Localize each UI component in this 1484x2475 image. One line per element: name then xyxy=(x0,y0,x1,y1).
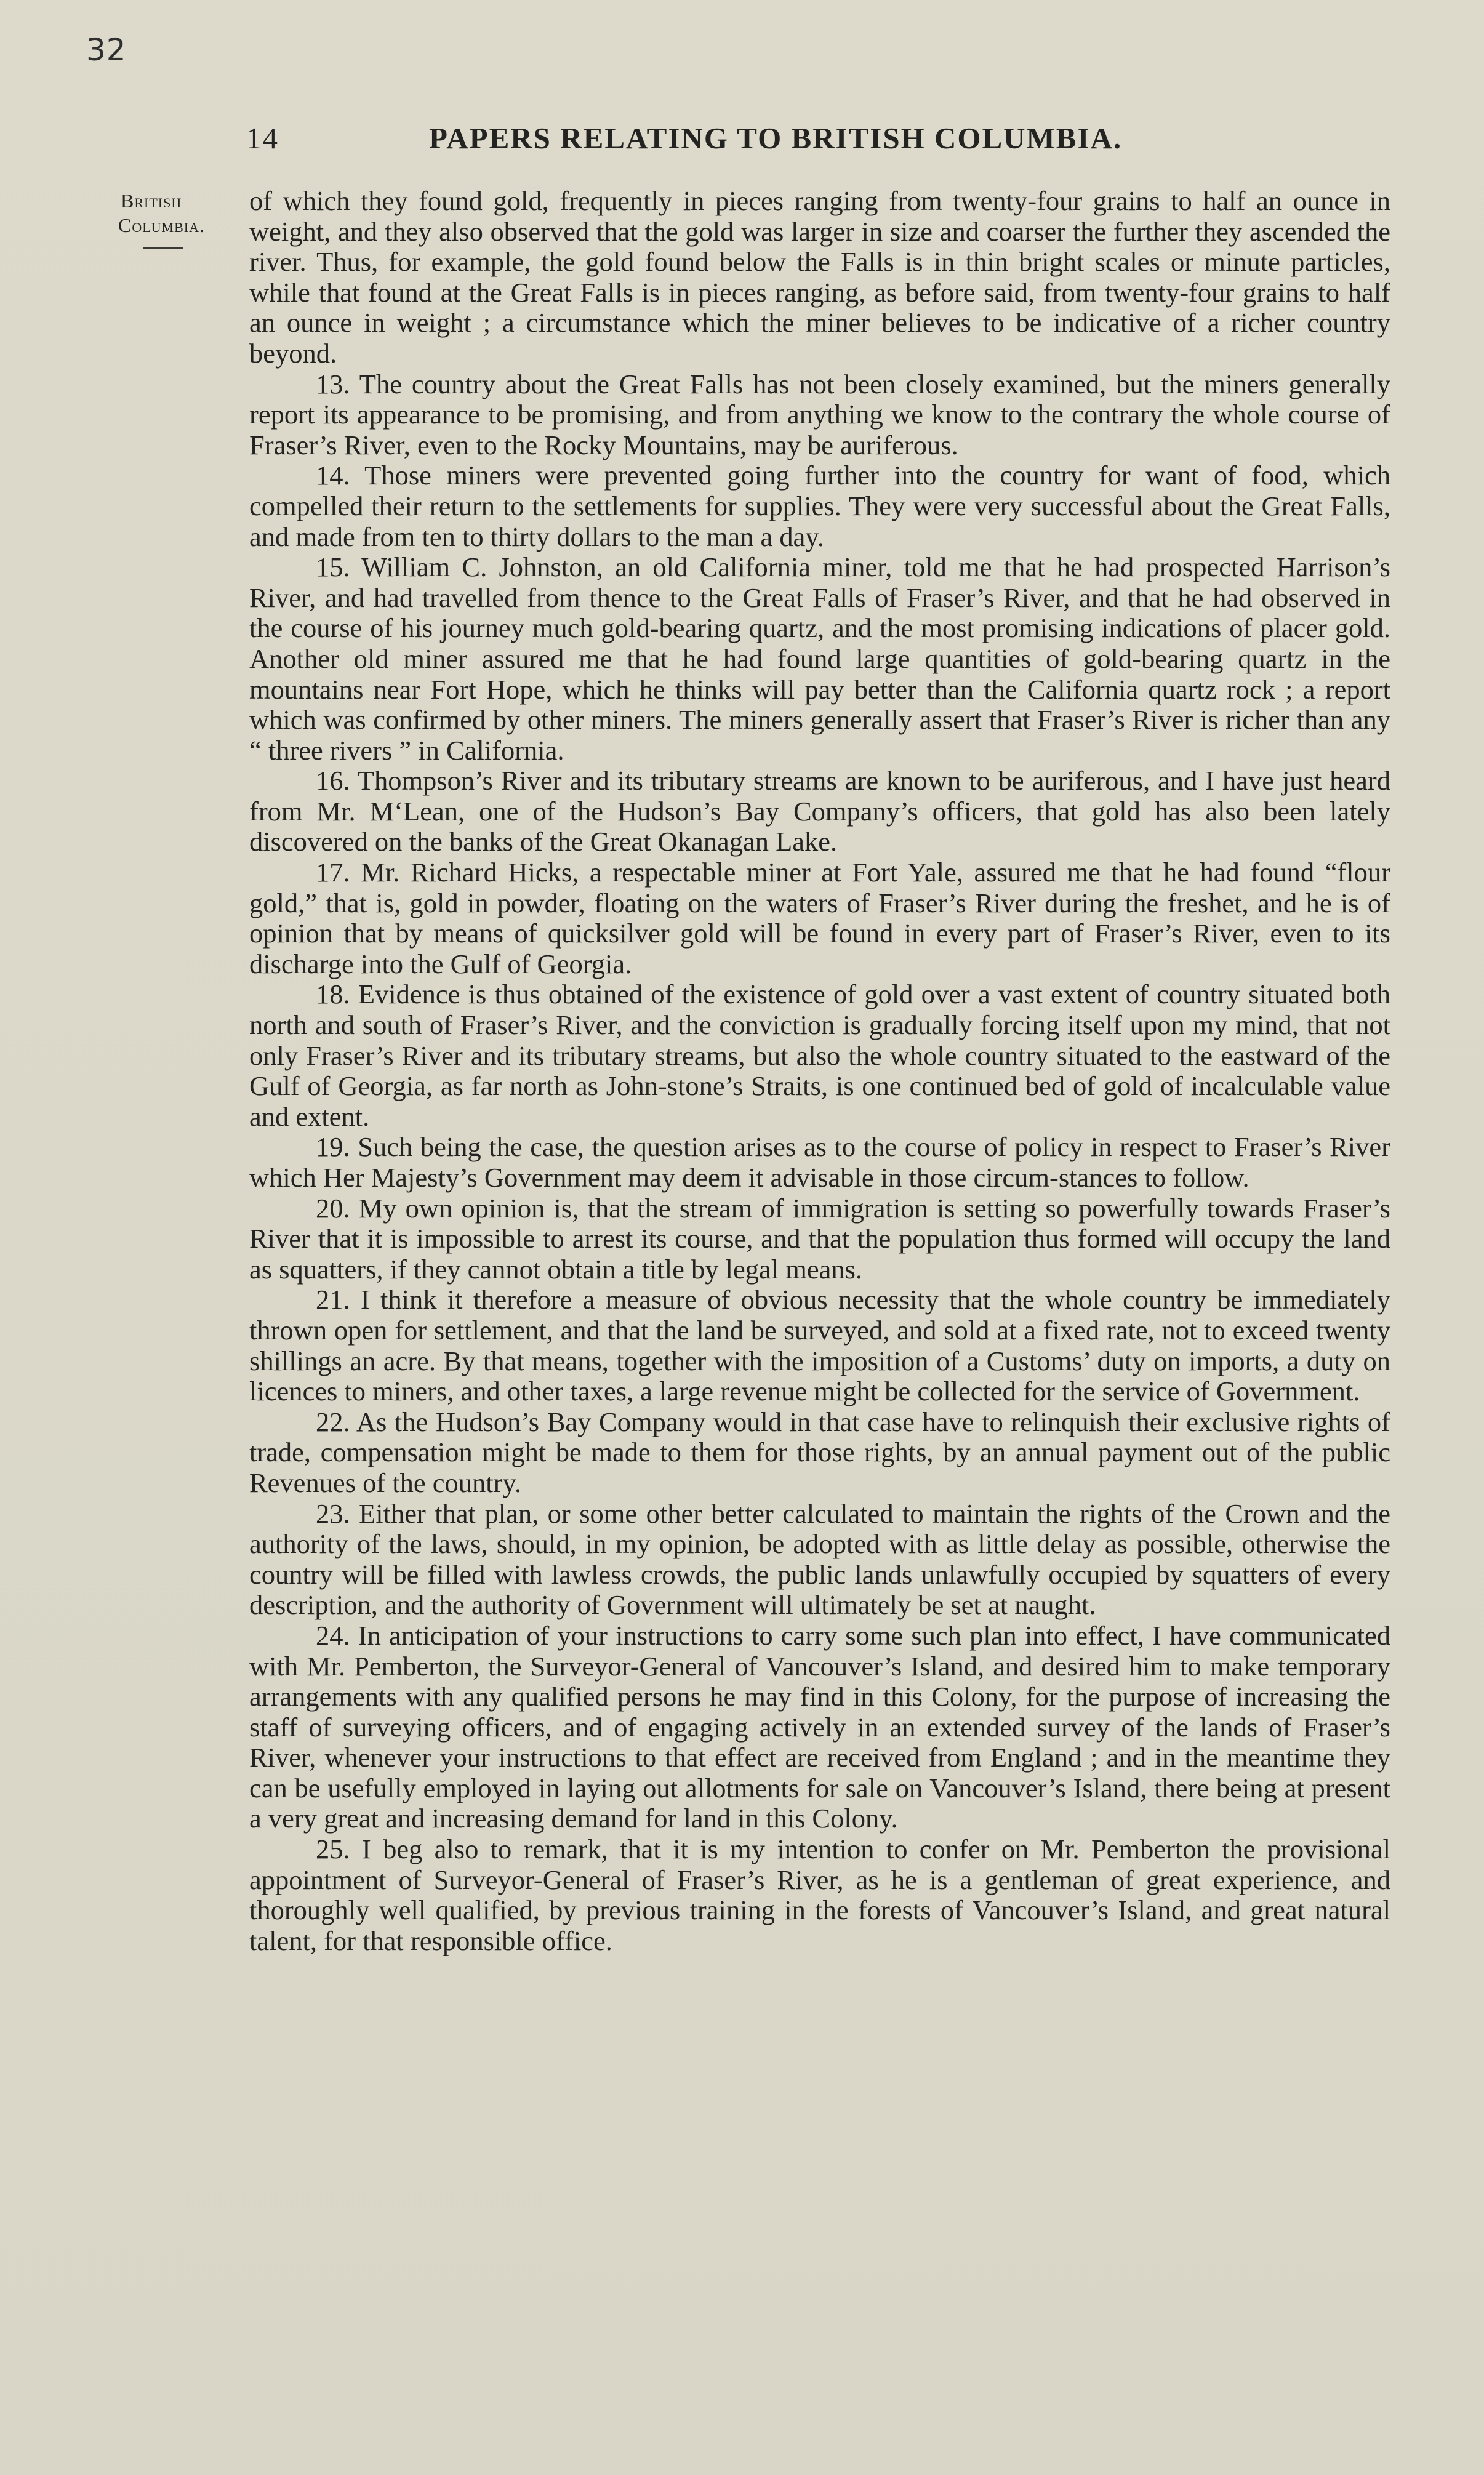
running-head xyxy=(246,121,1219,164)
paragraph-24: 24. In anticipation of your instructions to carry some such plan into effect, I have communicated with Mr. Pemberton, the Surveyor-General of Vancouver’s Island, and desired him to make temporary arrangements with any qualified persons he may find in this Colony, for the purpose of increasing the staff of surveying officers, and of engaging actively in an extended survey of the lands of Fraser’s River, whenever your instructions to that effect are received from England ; and in the meantime they can be usefully employed in laying out allotments for sale on Vancouver’s Island, there being at present a very great and increasing demand for land in this Colony. xyxy=(249,1619,1390,1834)
paragraph-13: 13. The country about the Great Falls has not been closely examined, but the miners generally report its appearance to be promising, and from anything we know to the contrary the whole course of Fraser’s River, even to the Rocky Mountains, may be auriferous. xyxy=(249,368,1390,460)
marginal-rule xyxy=(143,247,183,249)
marginal-note xyxy=(118,188,247,249)
paragraph-22: 22. As the Hudson’s Bay Company would in that case have to relinquish their exclusive rights of trade, compensation might be made to them for those rights, by an annual payment out of the public Revenues of the country. xyxy=(249,1406,1390,1498)
scan-page-number: 32 xyxy=(86,32,127,68)
paragraph-25: 25. I beg also to remark, that it is my intention to confer on Mr. Pemberton the provisional appointment of Surveyor-General of Fraser’s River, as he is a gentleman of great experience, and thoroughly well qualified, by previous training in the forests of Vancouver’s Island, and great natural talent, for that responsible office. xyxy=(249,1834,1390,1956)
paragraph-20: 20. My own opinion is, that the stream of immigration is setting so powerfully towards Fraser’s River that it is impossible to arrest its course, and that the population thus formed will occupy the land as squatters, if they cannot obtain a title by legal means. xyxy=(249,1192,1390,1285)
marginal-note-line-2: Columbia. xyxy=(118,214,206,236)
paragraph-14: 14. Those miners were prevented going further into the country for want of food, which compelled their return to the settlements for supplies. They were very successful about the Great Falls, and made from ten to thirty dollars to the man a day. xyxy=(249,460,1390,552)
paragraph-23: 23. Either that plan, or some other better calculated to maintain the rights of the Crown and the authority of the laws, should, in my opinion, be adopted with as little delay as possible, otherwise the country will be filled with lawless crowds, the public lands unlawfully occupied by squatters of every description, and the authority of Government will ultimately be set at naught. xyxy=(249,1498,1390,1621)
paragraph-19: 19. Such being the case, the question arises as to the course of policy in respect to Fraser’s River which Her Majesty’s Government may deem it advisable in those circum-stances to follow. xyxy=(249,1131,1390,1193)
paragraph-21: 21. I think it therefore a measure of obvious necessity that the whole country be immediately thrown open for settlement, and that the land be surveyed, and sold at a fixed rate, not to exceed twenty shillings an acre. By that means, together with the imposition of a Customs’ duty on imports, a duty on licences to miners, and other taxes, a large revenue might be collected for the service of Government. xyxy=(249,1284,1390,1407)
printed-page-number: 14 xyxy=(246,121,279,155)
body-text xyxy=(249,186,1390,1956)
paragraph-17: 17. Mr. Richard Hicks, a respectable miner at Fort Yale, assured me that he had found “flour gold,” that is, gold in powder, floating on the waters of Fraser’s River during the freshet, and he is of opinion that by means of quicksilver gold will be found in every part of Fraser’s River, even to its discharge into the Gulf of Georgia. xyxy=(249,857,1390,979)
paragraph-15: 15. William C. Johnston, an old California miner, told me that he had prospected Harrison’s River, and had travelled from thence to the Great Falls of Fraser’s River, and that he had observed in the course of his journey much gold-bearing quartz, and the most promising indications of placer gold. Another old miner assured me that he had found large quantities of gold-bearing quartz in the mountains near Fort Hope, which he thinks will pay better than the California quartz rock ; a report which was confirmed by other miners. The miners generally assert that Fraser’s River is richer than any “ three rivers ” in California. xyxy=(249,552,1390,766)
paragraph-16: 16. Thompson’s River and its tributary streams are known to be auriferous, and I have just heard from Mr. M‘Lean, one of the Hudson’s Bay Company’s officers, that gold has also been lately discovered on the banks of the Great Okanagan Lake. xyxy=(249,765,1390,857)
marginal-note-line-1: British xyxy=(121,190,182,212)
running-title: PAPERS RELATING TO BRITISH COLUMBIA. xyxy=(429,121,1123,155)
paragraph-continued: of which they found gold, frequently in pieces ranging from twenty-four grains to half an ounce in weight, and they also observed that the gold was larger in size and coarser the further they ascended the river. Thus, for example, the gold found below the Falls is in thin bright scales or minute particles, while that found at the Great Falls is in pieces ranging, as before said, from twenty-four grains to half an ounce in weight ; a circumstance which the miner believes to be indicative of a richer country beyond. xyxy=(249,185,1390,369)
paragraph-18: 18. Evidence is thus obtained of the existence of gold over a vast extent of country situated both north and south of Fraser’s River, and the conviction is gradually forcing itself upon my mind, that not only Fraser’s River and its tributary streams, but also the whole country situated to the eastward of the Gulf of Georgia, as far north as John-stone’s Straits, is one continued bed of gold of incalculable value and extent. xyxy=(249,979,1390,1132)
